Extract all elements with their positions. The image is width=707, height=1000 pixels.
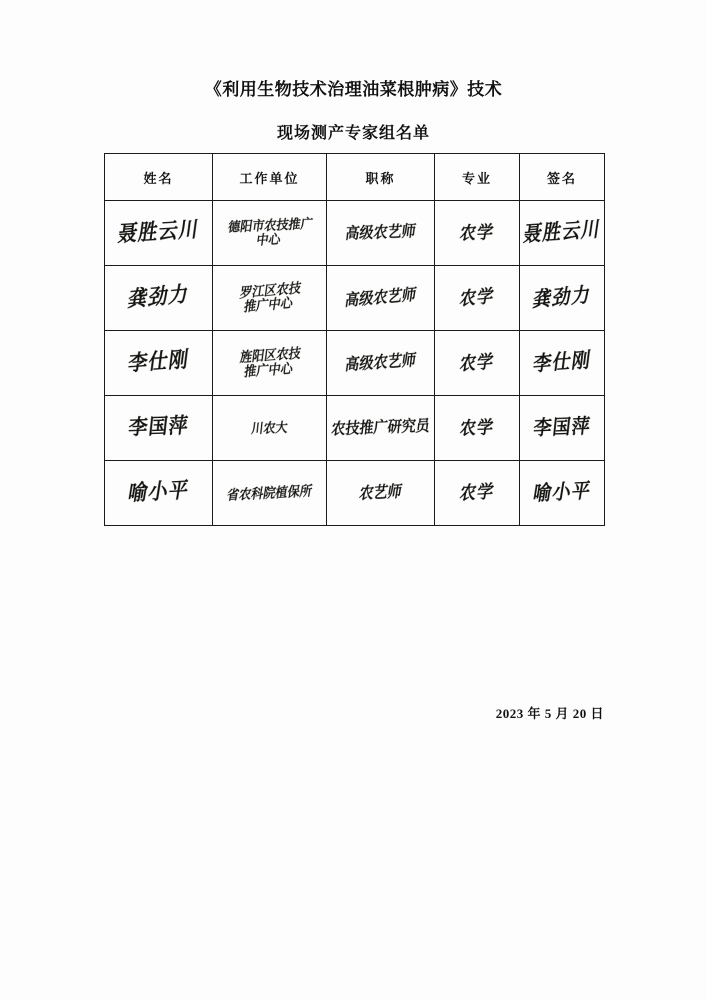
page-subtitle: 现场测产专家组名单	[276, 125, 430, 142]
table-row	[105, 396, 605, 461]
handwritten-major: 农学	[458, 284, 496, 310]
handwritten-signature: 喻小平	[531, 478, 593, 506]
cell-signature	[520, 396, 605, 461]
cell-name	[105, 461, 213, 526]
handwritten-name: 李仕刚	[126, 347, 191, 377]
column-header-signature: 签名	[520, 154, 605, 201]
handwritten-name: 聂胜云川	[116, 217, 201, 247]
cell-major	[435, 331, 520, 396]
column-header-name: 姓名	[105, 154, 213, 201]
column-header-major: 专业	[435, 154, 520, 201]
cell-major	[435, 201, 520, 266]
handwritten-job-title: 高级农艺师	[343, 285, 418, 310]
handwritten-major: 农学	[458, 415, 496, 439]
cell-signature	[520, 201, 605, 266]
cell-unit	[213, 461, 327, 526]
handwritten-signature: 龚劲力	[531, 282, 593, 312]
table-row	[105, 461, 605, 526]
column-header-unit: 工作单位	[213, 154, 327, 201]
cell-unit	[213, 396, 327, 461]
cell-unit	[213, 331, 327, 396]
handwritten-name: 喻小平	[126, 478, 191, 506]
handwritten-major: 农学	[458, 480, 497, 504]
cell-name	[105, 396, 213, 461]
cell-unit	[213, 201, 327, 266]
handwritten-job-title: 高级农艺师	[344, 222, 417, 243]
title-block	[0, 78, 707, 143]
handwritten-unit: 旌阳区农技 推广中心	[239, 345, 302, 380]
handwritten-unit: 罗江区农技 推广中心	[238, 280, 303, 315]
handwritten-name: 李国萍	[127, 413, 191, 441]
cell-name	[105, 331, 213, 396]
handwritten-unit: 川农大	[250, 419, 289, 436]
handwritten-unit: 省农科院植保所	[225, 482, 314, 503]
cell-major	[435, 266, 520, 331]
table-row	[105, 266, 605, 331]
cell-job-title	[327, 396, 435, 461]
cell-job-title	[327, 461, 435, 526]
handwritten-major: 农学	[458, 220, 496, 244]
cell-signature	[520, 331, 605, 396]
handwritten-job-title: 农技推广研究员	[330, 417, 431, 439]
handwritten-unit: 德阳市农技推广 中心	[227, 216, 314, 248]
cell-name	[105, 266, 213, 331]
cell-job-title	[327, 201, 435, 266]
cell-name	[105, 201, 213, 266]
cell-signature	[520, 266, 605, 331]
handwritten-name: 龚劲力	[126, 282, 191, 312]
cell-major	[435, 461, 520, 526]
table-row	[105, 331, 605, 396]
cell-unit	[213, 266, 327, 331]
cell-job-title	[327, 331, 435, 396]
cell-signature	[520, 461, 605, 526]
handwritten-signature: 聂胜云川	[521, 217, 603, 247]
table-row	[105, 201, 605, 266]
handwritten-signature: 李仕刚	[531, 347, 593, 376]
document-date: 2023 年 5 月 20 日	[495, 706, 604, 721]
handwritten-signature: 李国萍	[532, 414, 592, 440]
expert-roster-table	[104, 153, 605, 526]
page-title: 《利用生物技术治理油菜根肿病》技术	[204, 80, 503, 99]
handwritten-job-title: 高级农艺师	[344, 351, 418, 375]
table-header-row	[105, 154, 605, 201]
cell-major	[435, 396, 520, 461]
cell-job-title	[327, 266, 435, 331]
handwritten-major: 农学	[458, 349, 496, 374]
handwritten-job-title: 农艺师	[357, 482, 404, 503]
column-header-job-title: 职称	[327, 154, 435, 201]
